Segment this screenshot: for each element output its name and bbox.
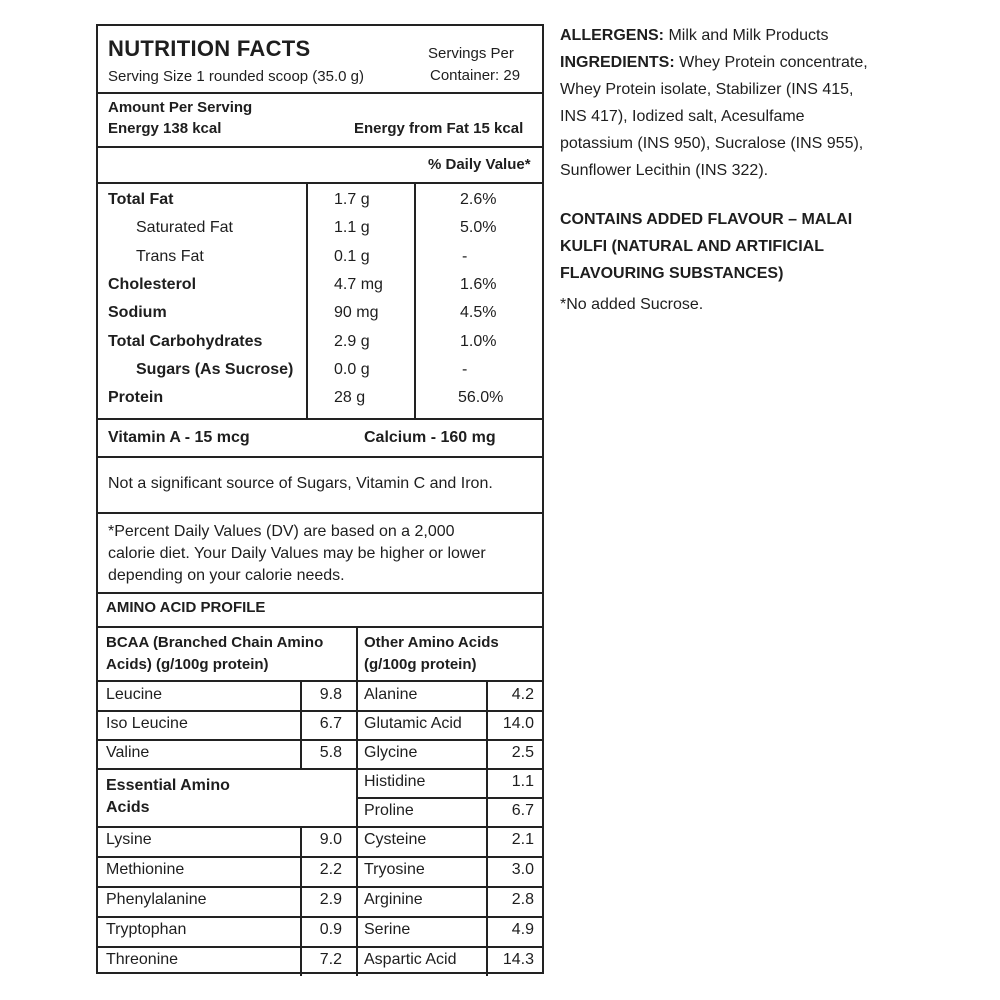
essential-name: Methionine [106,861,185,878]
other-amino-name: Proline [364,802,414,819]
other-amino-name: Cysteine [364,831,427,848]
nutrient-dv: 4.5% [460,304,497,321]
other-amino-name: Arginine [364,891,423,908]
other-amino-name: Tryosine [364,861,425,878]
other-amino-name: Alanine [364,686,418,703]
allergens-text: Milk and Milk Products [664,27,829,44]
daily-value-header: % Daily Value* [428,156,531,173]
nutrient-dv: 5.0% [460,219,497,236]
other-amino-name: Glycine [364,744,418,761]
flavour-text: CONTAINS ADDED FLAVOUR – MALAI [560,211,853,228]
other-header-line1: Other Amino Acids [364,634,499,651]
other-amino-name: Serine [364,921,411,938]
bcaa-header-line1: BCAA (Branched Chain Amino [106,634,324,651]
bcaa-value: 6.7 [319,715,342,732]
nutrient-amount: 1.7 g [334,191,370,208]
bcaa-name: Iso Leucine [106,715,188,732]
nutrient-name: Sugars (As Sucrose) [136,361,294,378]
nutrition-title: NUTRITION FACTS [108,36,311,61]
allergens-label: ALLERGENS: [560,27,664,44]
nutrient-name: Sodium [108,304,167,321]
nutrient-dv: 2.6% [460,191,497,208]
amount-per-serving: Amount Per Serving [108,99,253,116]
energy-from-fat: Energy from Fat 15 kcal [354,120,524,137]
ingredients-line [560,49,980,76]
bcaa-value: 9.8 [319,686,342,703]
other-header-line2: (g/100g protein) [364,656,477,673]
nutrient-name: Total Carbohydrates [108,333,263,350]
energy: Energy 138 kcal [108,120,222,137]
nutrient-amount: 90 mg [334,304,379,321]
nutrient-name: Saturated Fat [136,219,233,236]
nutrient-dv: 56.0% [458,389,504,406]
nutrient-amount: 28 g [334,389,366,406]
ingredients-panel [560,22,980,318]
essential-name: Phenylalanine [106,891,207,908]
allergens-line [560,22,980,49]
essential-name: Tryptophan [106,921,187,938]
servings-per-container-line1: Servings Per [428,45,514,62]
other-amino-name: Glutamic Acid [364,715,462,732]
other-amino-value: 14.3 [502,951,534,968]
nutrient-dv: 1.0% [460,333,497,350]
nutrient-amount: 4.7 mg [334,276,383,293]
ingredients-text: Whey Protein isolate, Stabilizer (INS 415, [560,81,854,98]
nutrient-amount: 2.9 g [334,333,370,350]
nutrient-name: Total Fat [108,191,174,208]
essential-name: Threonine [106,951,179,968]
nutrient-dv: - [462,361,468,378]
other-amino-value: 1.1 [511,773,534,790]
other-amino-value: 4.2 [511,686,534,703]
footnote-line: *Percent Daily Values (DV) are based on a 2,000 [108,523,455,540]
essential-header-line2: Acids [106,799,150,816]
ingredients-text: potassium (INS 950), Sucralose (INS 955), [560,135,864,152]
other-amino-value: 3.0 [511,861,534,878]
nutrient-amount: 0.0 g [334,361,370,378]
ingredients-label: INGREDIENTS: [560,54,675,71]
bcaa-name: Valine [106,744,150,761]
nutrient-amount: 0.1 g [334,248,370,265]
flavour-text: FLAVOURING SUBSTANCES) [560,265,784,282]
nutrient-name: Protein [108,389,164,406]
bcaa-header-line2: Acids) (g/100g protein) [106,656,269,673]
calcium: Calcium - 160 mg [364,429,496,446]
other-amino-value: 4.9 [511,921,534,938]
nutrient-dv: 1.6% [460,276,497,293]
other-amino-value: 6.7 [511,802,534,819]
serving-size: Serving Size 1 rounded scoop (35.0 g) [108,68,364,85]
no-added-sucrose-note: *No added Sucrose. [560,296,704,313]
essential-value: 2.2 [319,861,342,878]
nutrient-name: Cholesterol [108,276,197,293]
bcaa-name: Leucine [106,686,163,703]
vitamin-a: Vitamin A - 15 mcg [108,429,250,446]
flavour-text: KULFI (NATURAL AND ARTIFICIAL [560,238,824,255]
other-amino-value: 2.5 [511,744,534,761]
footnote-line: calorie diet. Your Daily Values may be higher or lower [108,545,486,562]
essential-name: Lysine [106,831,152,848]
nutrient-amount: 1.1 g [334,219,370,236]
ingredients-text: Sunflower Lecithin (INS 322). [560,162,769,179]
essential-value: 0.9 [319,921,342,938]
other-amino-value: 14.0 [502,715,534,732]
footnote-line: depending on your calorie needs. [108,567,345,584]
ingredients-text: Whey Protein concentrate, [674,54,868,71]
other-amino-name: Aspartic Acid [364,951,457,968]
servings-per-container-line2: Container: 29 [430,67,521,84]
essential-value: 2.9 [319,891,342,908]
nutrition-facts-panel [96,24,544,974]
other-amino-value: 2.1 [511,831,534,848]
essential-value: 9.0 [319,831,342,848]
nutrient-name: Trans Fat [136,248,204,265]
nutrient-dv: - [462,248,468,265]
essential-header-line1: Essential Amino [106,777,230,794]
amino-acid-profile-title: AMINO ACID PROFILE [106,599,266,616]
not-significant-source: Not a significant source of Sugars, Vitamin C and Iron. [108,475,493,492]
other-amino-name: Histidine [364,773,426,790]
essential-value: 7.2 [319,951,342,968]
bcaa-value: 5.8 [319,744,342,761]
other-amino-value: 2.8 [511,891,534,908]
ingredients-text: INS 417), Iodized salt, Acesulfame [560,108,805,125]
